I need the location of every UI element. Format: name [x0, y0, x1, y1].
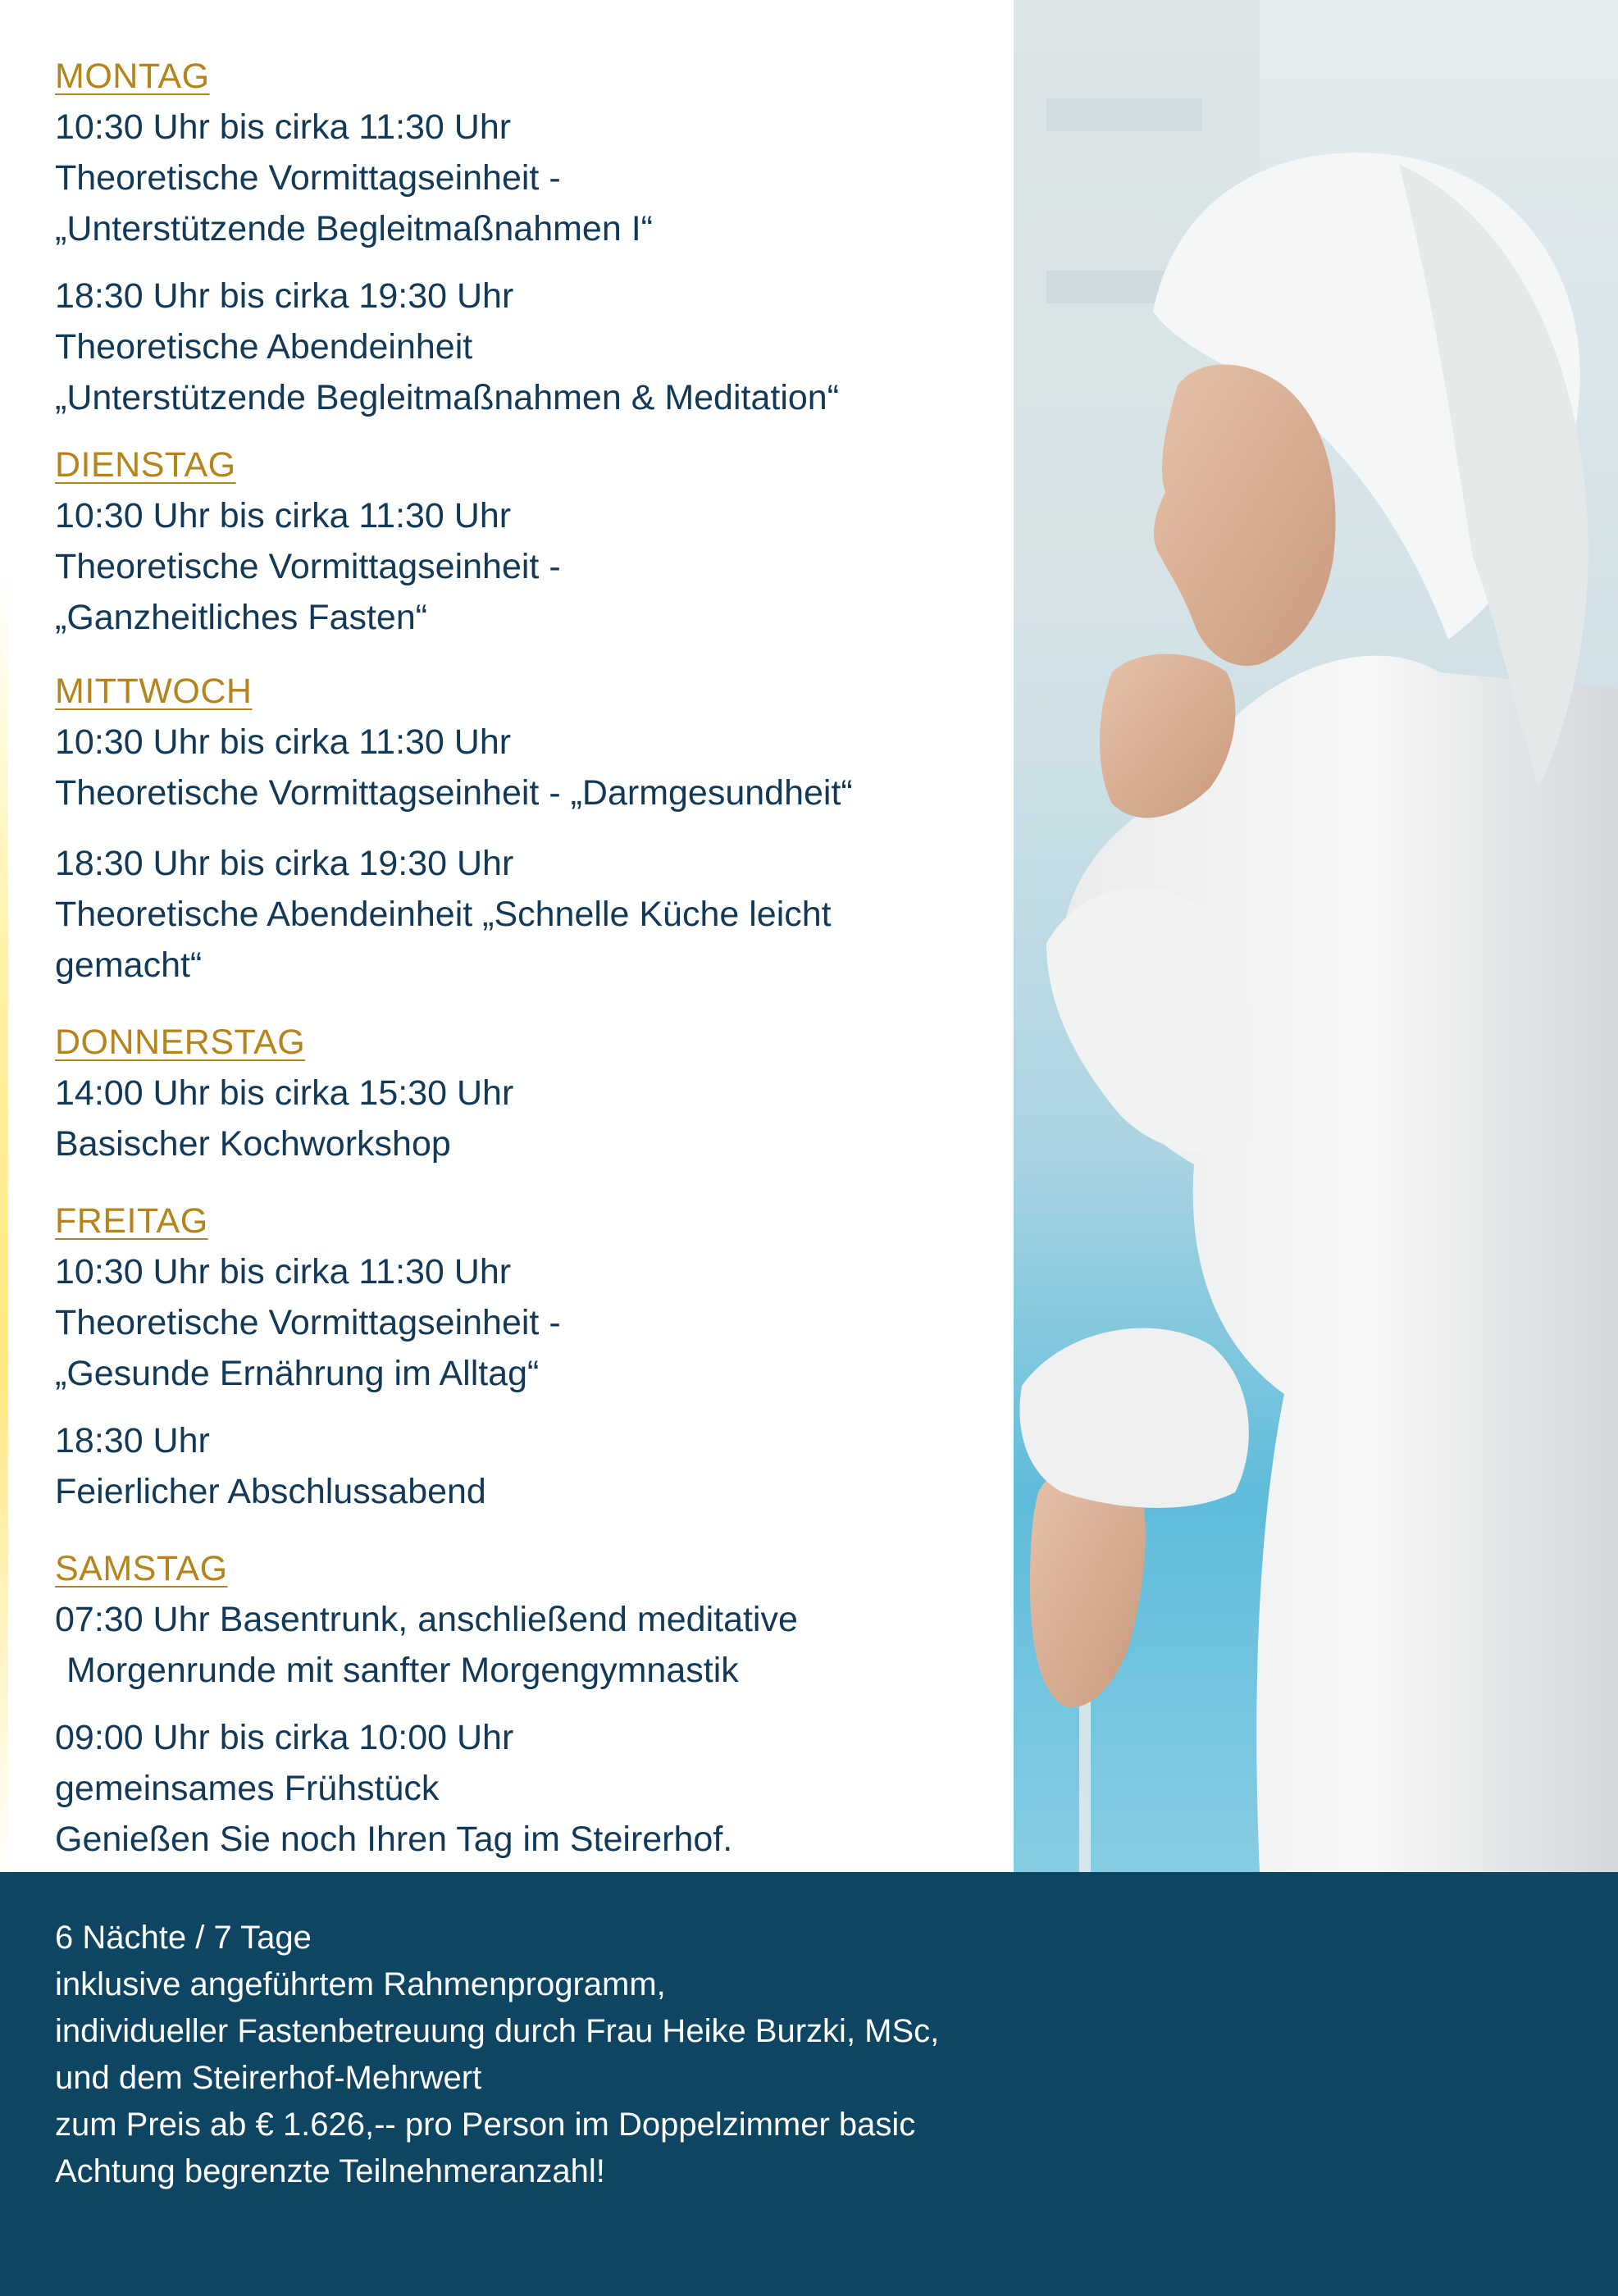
entry-topic: „Unterstützende Begleitmaßnahmen & Meditation“	[55, 378, 840, 417]
entry-title: Theoretische Vormittagseinheit -	[55, 1303, 561, 1342]
entry-title: Basischer Kochworkshop	[55, 1124, 451, 1164]
schedule-entry	[55, 1594, 998, 1696]
entry-title: Morgenrunde mit sanfter Morgengymnastik	[66, 1651, 739, 1690]
weekly-schedule	[55, 51, 998, 1865]
offer-duration: 6 Nächte / 7 Tage	[55, 1920, 312, 1956]
day-block-donnerstag	[55, 1017, 998, 1169]
entry-topic: „Gesunde Ernährung im Alltag“	[55, 1354, 540, 1393]
day-heading-mittwoch: MITTWOCH	[55, 672, 253, 711]
schedule-entry	[55, 490, 998, 643]
schedule-entry	[55, 102, 998, 254]
offer-coaching: individueller Fastenbetreuung durch Frau Heike Burzki, MSc,	[55, 2013, 940, 2049]
entry-title: Theoretische Vormittagseinheit - „Darmgesundheit“	[55, 773, 853, 813]
day-heading-donnerstag: DONNERSTAG	[55, 1023, 306, 1062]
offer-details	[55, 1915, 939, 2195]
entry-title: Theoretische Vormittagseinheit -	[55, 158, 561, 198]
schedule-entry	[55, 1246, 998, 1399]
entry-topic: „Ganzheitliches Fasten“	[55, 598, 428, 637]
offer-extra-value: und dem Steirerhof-Mehrwert	[55, 2060, 482, 2096]
decorative-edge-glow	[0, 574, 8, 1886]
day-heading-freitag: FREITAG	[55, 1201, 208, 1241]
entry-time: 18:30 Uhr bis cirka 19:30 Uhr	[55, 844, 514, 883]
entry-time: 09:00 Uhr bis cirka 10:00 Uhr	[55, 1718, 514, 1757]
schedule-entry	[55, 1415, 998, 1517]
day-heading-montag: MONTAG	[55, 57, 210, 96]
entry-title: Feierlicher Abschlussabend	[55, 1472, 486, 1511]
entry-title: Theoretische Abendeinheit	[55, 327, 473, 367]
bathrobe-woman-photo	[1014, 0, 1618, 1872]
day-heading-dienstag: DIENSTAG	[55, 445, 236, 485]
day-block-freitag	[55, 1196, 998, 1517]
offer-price: zum Preis ab € 1.626,-- pro Person im Doppelzimmer basic	[55, 2107, 916, 2143]
entry-topic: „Unterstützende Begleitmaßnahmen I“	[55, 209, 653, 248]
offer-notice: Achtung begrenzte Teilnehmeranzahl!	[55, 2153, 605, 2189]
day-heading-samstag: SAMSTAG	[55, 1549, 228, 1588]
entry-topic: Genießen Sie noch Ihren Tag im Steirerhof.	[55, 1820, 733, 1859]
entry-time: 07:30 Uhr Basentrunk, anschließend meditative	[55, 1600, 798, 1639]
schedule-entry	[55, 717, 998, 818]
entry-time: 10:30 Uhr bis cirka 11:30 Uhr	[55, 496, 512, 535]
entry-time: 18:30 Uhr bis cirka 19:30 Uhr	[55, 276, 514, 316]
entry-title: Theoretische Abendeinheit „Schnelle Küche leicht	[55, 895, 832, 934]
schedule-entry	[55, 1712, 998, 1865]
day-block-mittwoch	[55, 666, 998, 991]
entry-topic: gemacht“	[55, 945, 203, 985]
day-block-samstag	[55, 1543, 998, 1865]
day-block-dienstag	[55, 440, 998, 643]
schedule-entry	[55, 271, 998, 423]
entry-time: 18:30 Uhr	[55, 1421, 210, 1460]
schedule-entry	[55, 838, 998, 991]
entry-time: 10:30 Uhr bis cirka 11:30 Uhr	[55, 107, 512, 147]
entry-time: 10:30 Uhr bis cirka 11:30 Uhr	[55, 722, 512, 762]
day-block-montag	[55, 51, 998, 423]
entry-time: 14:00 Uhr bis cirka 15:30 Uhr	[55, 1073, 514, 1113]
schedule-entry	[55, 1068, 998, 1169]
entry-title: gemeinsames Frühstück	[55, 1769, 440, 1808]
offer-info-band	[0, 1872, 1618, 2296]
entry-title: Theoretische Vormittagseinheit -	[55, 547, 561, 586]
offer-inclusions: inklusive angeführtem Rahmenprogramm,	[55, 1966, 666, 2002]
entry-time: 10:30 Uhr bis cirka 11:30 Uhr	[55, 1252, 512, 1292]
